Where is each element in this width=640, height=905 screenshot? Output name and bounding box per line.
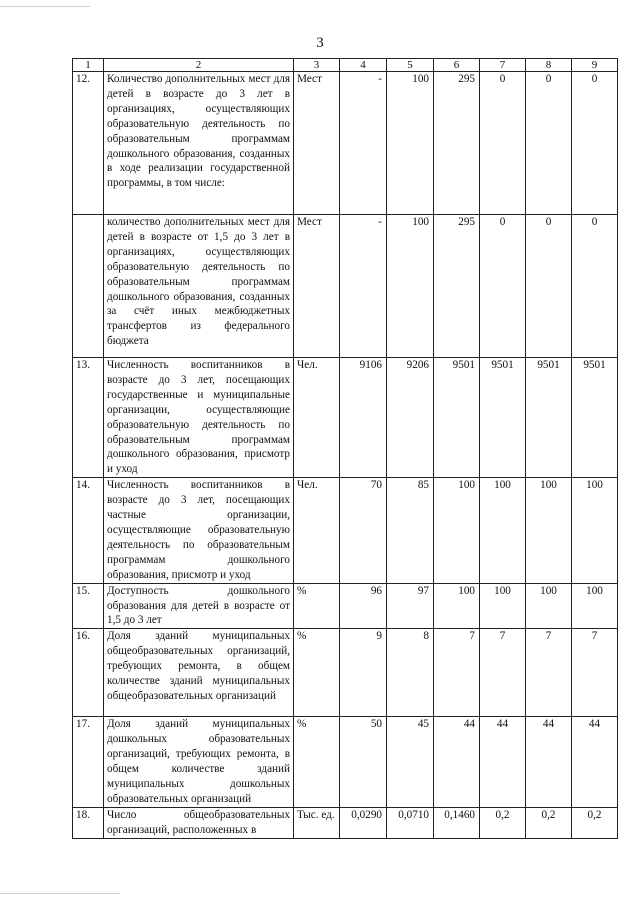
indicator-name: Доля зданий муниципальных дошкольных образовательных организаций, требующих ремонта, в общем количестве зданий муниципальных дошкольных образовательных организаций xyxy=(104,717,294,807)
value-cell: 7 xyxy=(572,629,618,717)
value-cell: 44 xyxy=(572,717,618,807)
value-cell: 7 xyxy=(480,629,526,717)
value-cell: 9106 xyxy=(340,358,387,478)
value-cell: 0,2 xyxy=(526,807,572,838)
value-cell: 9206 xyxy=(387,358,434,478)
value-cell: 0 xyxy=(572,215,618,358)
value-cell: 295 xyxy=(434,215,480,358)
value-cell: 7 xyxy=(434,629,480,717)
unit-cell: % xyxy=(294,629,340,717)
table-body xyxy=(73,72,618,839)
unit-cell: % xyxy=(294,717,340,807)
value-cell: 0 xyxy=(526,72,572,215)
indicator-name: Число общеобразовательных организаций, расположенных в xyxy=(104,807,294,838)
unit-cell: Мест xyxy=(294,215,340,358)
value-cell: 45 xyxy=(387,717,434,807)
header-cell: 8 xyxy=(526,59,572,72)
table-row xyxy=(73,807,618,838)
value-cell: 7 xyxy=(526,629,572,717)
value-cell: 0,2 xyxy=(572,807,618,838)
header-cell: 2 xyxy=(104,59,294,72)
value-cell: 50 xyxy=(340,717,387,807)
value-cell: 100 xyxy=(387,72,434,215)
value-cell: 9501 xyxy=(434,358,480,478)
row-number: 18. xyxy=(73,807,104,838)
table-row xyxy=(73,478,618,583)
value-cell: 100 xyxy=(526,478,572,583)
value-cell: 44 xyxy=(480,717,526,807)
header-cell: 5 xyxy=(387,59,434,72)
row-number: 14. xyxy=(73,478,104,583)
indicator-name: Численность воспитанников в возрасте до 3 лет, посещающих государственные и муниципальные организации, осуществляющие образовательную деятельность по образовательным программам дошкольного образования, присмотр и уход xyxy=(104,358,294,478)
row-number: 16. xyxy=(73,629,104,717)
table-row xyxy=(73,215,618,358)
header-cell: 7 xyxy=(480,59,526,72)
table-row xyxy=(73,629,618,717)
header-cell: 6 xyxy=(434,59,480,72)
value-cell: 9501 xyxy=(572,358,618,478)
value-cell: 100 xyxy=(526,583,572,629)
value-cell: - xyxy=(340,72,387,215)
value-cell: 0 xyxy=(480,215,526,358)
row-number: 17. xyxy=(73,717,104,807)
table-row xyxy=(73,717,618,807)
header-cell: 1 xyxy=(73,59,104,72)
row-number: 13. xyxy=(73,358,104,478)
unit-cell: Мест xyxy=(294,72,340,215)
header-cell: 4 xyxy=(340,59,387,72)
value-cell: 100 xyxy=(572,583,618,629)
row-number: 15. xyxy=(73,583,104,629)
indicator-name: Доступность дошкольного образования для детей в возрасте от 1,5 до 3 лет xyxy=(104,583,294,629)
value-cell: 295 xyxy=(434,72,480,215)
table-row xyxy=(73,358,618,478)
header-cell: 9 xyxy=(572,59,618,72)
scan-artifact-bottom xyxy=(0,893,120,894)
value-cell: 9 xyxy=(340,629,387,717)
header-row xyxy=(73,59,618,72)
value-cell: 0,1460 xyxy=(434,807,480,838)
value-cell: 96 xyxy=(340,583,387,629)
value-cell: 70 xyxy=(340,478,387,583)
value-cell: 100 xyxy=(387,215,434,358)
indicator-name: Доля зданий муниципальных общеобразовательных организаций, требующих ремонта, в общем количестве зданий муниципальных общеобразовательных организаций xyxy=(104,629,294,717)
row-number: 12. xyxy=(73,72,104,215)
indicator-name: Количество дополнительных мест для детей в возрасте до 3 лет в организациях, осуществляющих образовательную деятельность по образовательным программам дошкольного образования, созданных в ходе реализации государственной программы, в том числе: xyxy=(104,72,294,215)
value-cell: 0 xyxy=(526,215,572,358)
value-cell: 8 xyxy=(387,629,434,717)
value-cell: 100 xyxy=(480,583,526,629)
unit-cell: % xyxy=(294,583,340,629)
unit-cell: Чел. xyxy=(294,358,340,478)
indicator-name: Численность воспитанников в возрасте до 3 лет, посещающих частные организации, осуществляющие образовательную деятельность по образовательным программам дошкольного образования, присмотр и уход xyxy=(104,478,294,583)
value-cell: 0,0290 xyxy=(340,807,387,838)
value-cell: 44 xyxy=(434,717,480,807)
value-cell: 0,2 xyxy=(480,807,526,838)
value-cell: 85 xyxy=(387,478,434,583)
value-cell: 44 xyxy=(526,717,572,807)
value-cell: 0,0710 xyxy=(387,807,434,838)
table-row xyxy=(73,583,618,629)
row-number xyxy=(73,215,104,358)
value-cell: - xyxy=(340,215,387,358)
indicators-table xyxy=(72,58,618,839)
value-cell: 100 xyxy=(572,478,618,583)
unit-cell: Чел. xyxy=(294,478,340,583)
table-row xyxy=(73,72,618,215)
value-cell: 100 xyxy=(434,583,480,629)
value-cell: 9501 xyxy=(526,358,572,478)
value-cell: 0 xyxy=(572,72,618,215)
header-cell: 3 xyxy=(294,59,340,72)
value-cell: 100 xyxy=(480,478,526,583)
value-cell: 9501 xyxy=(480,358,526,478)
indicator-name: количество дополнительных мест для детей в возрасте от 1,5 до 3 лет в организациях, осуществляющих образовательную деятельность по образовательным программам дошкольного образования, созданных за счёт иных межбюджетных трансфертов из федерального бюджета xyxy=(104,215,294,358)
scan-artifact-top xyxy=(0,6,90,7)
unit-cell: Тыс. ед. xyxy=(294,807,340,838)
value-cell: 100 xyxy=(434,478,480,583)
value-cell: 97 xyxy=(387,583,434,629)
value-cell: 0 xyxy=(480,72,526,215)
page-number: 3 xyxy=(316,35,324,51)
